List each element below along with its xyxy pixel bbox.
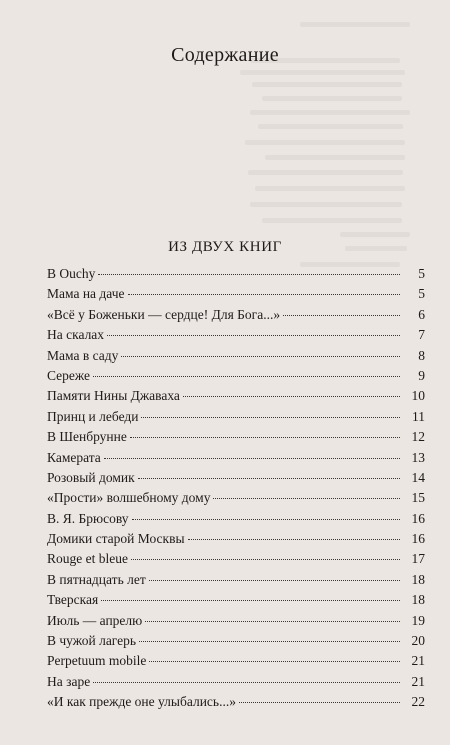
- toc-entry-page: 5: [418, 286, 425, 302]
- toc-entry-title: Домики старой Москвы: [47, 531, 185, 547]
- dot-leader: [98, 274, 400, 275]
- toc-entry-page: 22: [411, 694, 425, 710]
- toc-entry-page: 21: [411, 673, 425, 689]
- toc-entry-title: Памяти Нины Джаваха: [47, 388, 180, 404]
- toc-entry-page: 10: [411, 388, 425, 404]
- table-of-contents: [47, 266, 425, 715]
- toc-entry: [47, 633, 425, 653]
- toc-entry-title: На скалах: [47, 327, 105, 343]
- section-title: ИЗ ДВУХ КНИГ: [168, 239, 282, 255]
- toc-entry: [47, 653, 425, 673]
- toc-entry-title: В Шенбрунне: [47, 429, 127, 445]
- dot-leader: [93, 682, 400, 683]
- dot-leader: [128, 294, 400, 295]
- toc-entry-title: В Ouchy: [47, 266, 96, 281]
- toc-entry-title: Мама на даче: [47, 286, 125, 302]
- toc-entry-page: 12: [411, 429, 425, 445]
- toc-entry-title: Rouge et bleue: [47, 551, 128, 567]
- toc-entry-title: Розовый домик: [47, 469, 135, 485]
- toc-entry-page: 20: [411, 633, 425, 649]
- toc-entry-title: Камерата: [47, 449, 101, 465]
- toc-entry-page: 7: [418, 327, 425, 343]
- toc-entry: [47, 450, 425, 470]
- toc-entry: [47, 286, 425, 306]
- toc-entry-title: «Всё у Боженьки — сердце! Для Бога...»: [47, 306, 281, 322]
- toc-entry: [47, 674, 425, 694]
- toc-entry-page: 17: [411, 551, 425, 567]
- toc-entry-page: 13: [411, 449, 425, 465]
- dot-leader: [132, 519, 400, 520]
- toc-entry: [47, 470, 425, 490]
- toc-entry-page: 6: [418, 306, 425, 322]
- dot-leader: [183, 396, 400, 397]
- toc-entry-title: «Прости» волшебному дому: [47, 490, 211, 506]
- toc-entry: [47, 429, 425, 449]
- dot-leader: [101, 600, 400, 601]
- toc-entry: [47, 388, 425, 408]
- toc-entry-title: Мама в саду: [47, 347, 119, 363]
- toc-entry-page: 11: [412, 408, 425, 424]
- toc-entry-title: В чужой лагерь: [47, 633, 137, 649]
- toc-entry-title: Принц и лебеди: [47, 408, 139, 424]
- dot-leader: [121, 356, 400, 357]
- dot-leader: [188, 539, 400, 540]
- toc-entry-page: 21: [411, 653, 425, 669]
- toc-entry-page: 15: [411, 490, 425, 506]
- dot-leader: [104, 458, 400, 459]
- dot-leader: [141, 417, 400, 418]
- toc-entry: [47, 409, 425, 429]
- toc-entry-title: Сереже: [47, 367, 91, 383]
- dot-leader: [239, 702, 400, 703]
- dot-leader: [149, 661, 400, 662]
- toc-entry-title: Тверская: [47, 592, 99, 608]
- toc-entry: [47, 348, 425, 368]
- toc-entry-page: 9: [418, 367, 425, 383]
- toc-entry-title: «И как прежде оне улыбались...»: [47, 694, 236, 710]
- toc-entry-title: В пятнадцать лет: [47, 571, 146, 587]
- toc-entry-title: На заре: [47, 673, 91, 689]
- toc-entry-page: 18: [411, 571, 425, 587]
- toc-entry: [47, 307, 425, 327]
- toc-entry-title: Июль — апрелю: [47, 612, 143, 628]
- dot-leader: [145, 621, 400, 622]
- toc-entry-page: 16: [411, 531, 425, 547]
- toc-entry-page: 16: [411, 510, 425, 526]
- toc-entry: [47, 551, 425, 571]
- toc-entry-page: 19: [411, 612, 425, 628]
- toc-entry: [47, 592, 425, 612]
- dot-leader: [149, 580, 400, 581]
- dot-leader: [213, 498, 400, 499]
- toc-entry: [47, 266, 425, 286]
- toc-entry-page: 5: [418, 266, 425, 281]
- toc-entry: [47, 613, 425, 633]
- toc-entry: [47, 368, 425, 388]
- toc-entry-page: 18: [411, 592, 425, 608]
- dot-leader: [283, 315, 400, 316]
- page-title: Содержание: [171, 44, 279, 66]
- toc-entry: [47, 572, 425, 592]
- dot-leader: [130, 437, 400, 438]
- toc-entry: [47, 511, 425, 531]
- dot-leader: [131, 559, 400, 560]
- toc-entry-page: 14: [411, 469, 425, 485]
- toc-entry: [47, 490, 425, 510]
- dot-leader: [107, 335, 400, 336]
- dot-leader: [138, 478, 400, 479]
- toc-entry: [47, 694, 425, 714]
- toc-entry: [47, 531, 425, 551]
- toc-entry-page: 8: [418, 347, 425, 363]
- toc-entry-title: Perpetuum mobile: [47, 653, 147, 669]
- dot-leader: [139, 641, 400, 642]
- toc-entry: [47, 327, 425, 347]
- toc-entry-title: В. Я. Брюсову: [47, 510, 129, 526]
- dot-leader: [93, 376, 400, 377]
